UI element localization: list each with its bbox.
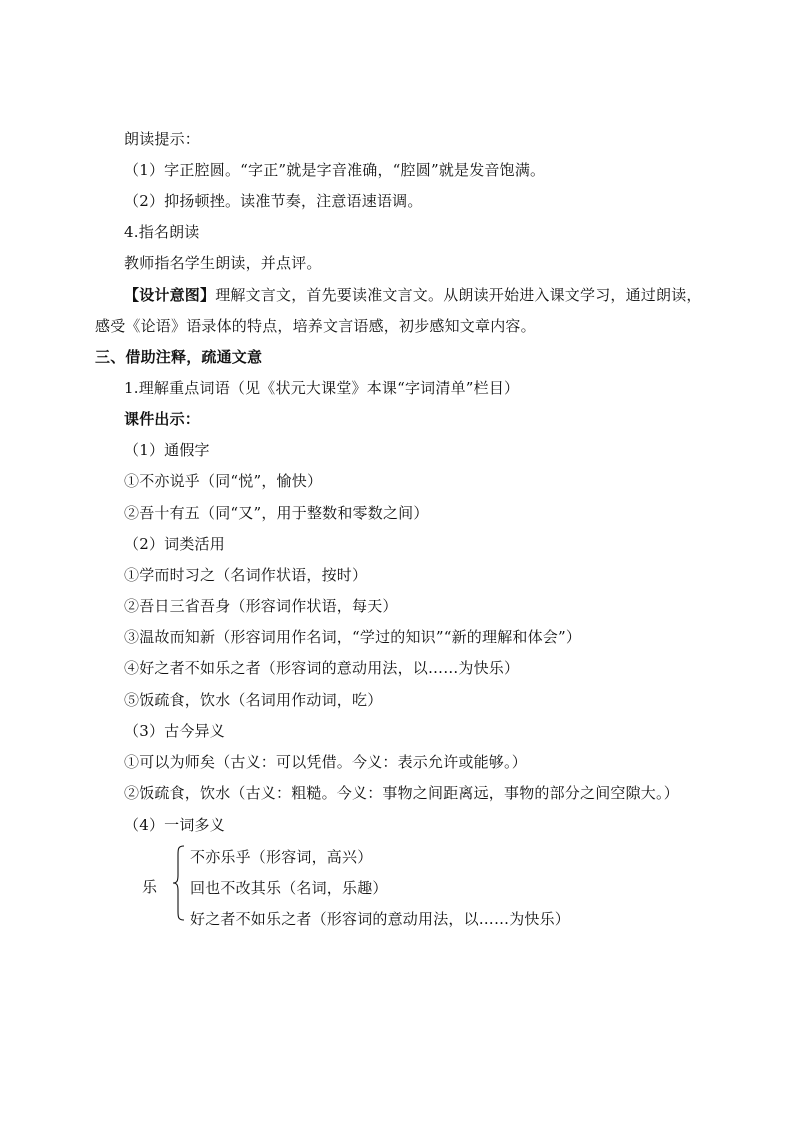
section3-item1: 1.理解重点词语（见《状元大课堂》本课“字词清单”栏目） <box>124 379 520 397</box>
gujin-item-1: ①可以为师矣（古义：可以凭借。今义：表示允许或能够。） <box>124 753 527 771</box>
step4-heading: 4.指名朗读 <box>124 223 200 241</box>
tongjiazi-heading: （1）通假字 <box>124 441 210 459</box>
yiduo-item-1: 不亦乐乎（形容词，高兴） <box>190 848 373 866</box>
left-brace <box>172 845 186 921</box>
yiduo-item-2: 回也不改其乐（名词，乐趣） <box>190 879 388 897</box>
courseware-label: 课件出示： <box>124 410 201 428</box>
tongjiazi-item-2: ②吾十有五（同“又”，用于整数和零数之间） <box>124 504 429 522</box>
section3-heading: 三、借助注释，疏通文意 <box>95 348 263 366</box>
cilei-item-1: ①学而时习之（名词作状语，按时） <box>124 566 368 584</box>
yiduo-heading: （4）一词多义 <box>124 816 225 834</box>
yiduo-item-3: 好之者不如乐之者（形容词的意动用法，以……为快乐） <box>190 910 571 928</box>
cilei-item-4: ④好之者不如乐之者（形容词的意动用法，以……为快乐） <box>124 659 520 677</box>
cilei-heading: （2）词类活用 <box>124 535 225 553</box>
step4-text: 教师指名学生朗读，并点评。 <box>124 254 322 272</box>
cilei-item-5: ⑤饭疏食，饮水（名词用作动词，吃） <box>124 691 383 709</box>
gujin-heading: （3）古今异义 <box>124 722 225 740</box>
gujin-item-2: ②饭疏食，饮水（古义：粗糙。今义：事物之间距离远，事物的部分之间空隙大。） <box>124 784 679 802</box>
reading-tip-2: （2）抑扬顿挫。读准节奏，注意语速语调。 <box>124 192 423 210</box>
tongjiazi-item-1: ①不亦说乎（同“悦”，愉快） <box>124 472 323 490</box>
yiduo-char: 乐 <box>142 878 158 896</box>
cilei-item-3: ③温故而知新（形容词用作名词，“学过的知识”“新的理解和体会”） <box>124 628 582 646</box>
cilei-item-2: ②吾日三省吾身（形容词作状语，每天） <box>124 597 398 615</box>
design-intent-line1 <box>124 285 702 305</box>
design-intent-line2: 感受《论语》语录体的特点，培养文言语感，初步感知文章内容。 <box>95 317 536 335</box>
reading-tips-heading: 朗读提示： <box>124 130 201 148</box>
brace-icon <box>172 845 186 921</box>
reading-tip-1: （1）字正腔圆。“字正”就是字音准确，“腔圆”就是发音饱满。 <box>124 161 546 179</box>
design-intent-text1: 理解文言文，首先要读准文言文。从朗读开始进入课文学习，通过朗读， <box>215 286 702 304</box>
design-intent-label: 【设计意图】 <box>124 286 216 304</box>
